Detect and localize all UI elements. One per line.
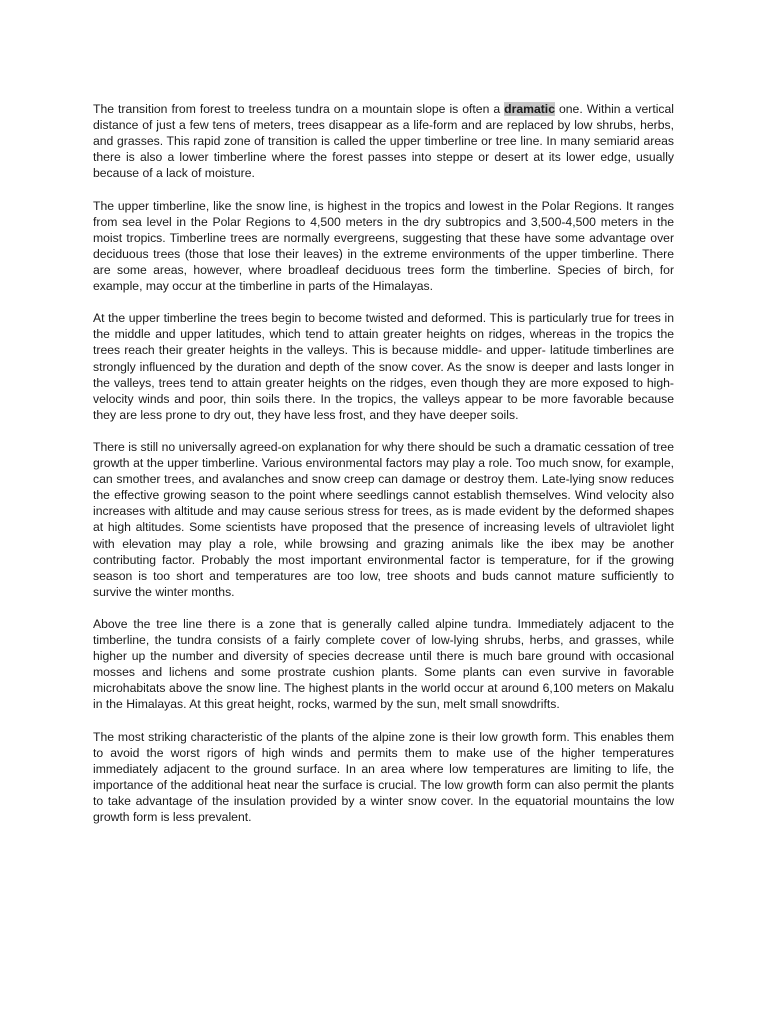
paragraph-1-end: one. Within a vertical distance of just a few tens of meters, trees disappear as a life-form and are replaced by low shrubs, herbs, and grasses. This rapid zone of transition is called the upper timberline or tree line. In many semiarid areas there is also a lower timberline where the forest passes into steppe or desert at its lower edge, usually because of a lack of moisture.	[93, 102, 674, 181]
paragraph-3: At the upper timberline the trees begin to become twisted and deformed. This is particularly true for trees in the middle and upper latitudes, which tend to attain greater heights on ridges, whereas in the tropics the trees reach their greater heights in the valleys. This is because middle- and upper- latitude timberlines are strongly influenced by the duration and depth of the snow cover. As the snow is deeper and lasts longer in the valleys, trees tend to attain greater heights on the ridges, even though they are more exposed to high-velocity winds and poor, thin soils there. In the tropics, the valleys appear to be more favorable because they are less prone to dry out, they have less frost, and they have deeper soils.	[93, 311, 674, 422]
paragraph-5: Above the tree line there is a zone that is generally called alpine tundra. Immediately adjacent to the timberline, the tundra consists of a fairly complete cover of low-lying shrubs, herbs, and grasses, while higher up the number and diversity of species decrease until there is much bare ground with occasional mosses and lichens and some prostrate cushion plants. Some plants can even survive in favorable microhabitats above the snow line. The highest plants in the world occur at around 6,100 meters on Makalu in the Himalayas. At this great height, rocks, warmed by the sun, melt small snowdrifts.	[93, 617, 674, 712]
paragraph-1-start: The transition from forest to treeless tundra on a mountain slope is often a	[93, 102, 505, 116]
paragraph-2: The upper timberline, like the snow line, is highest in the tropics and lowest in the Polar Regions. It ranges from sea level in the Polar Regions to 4,500 meters in the dry subtropics and 3,500-4,500 meters in the moist tropics. Timberline trees are normally evergreens, suggesting that these have some advantage over deciduous trees (those that lose their leaves) in the extreme environments of the upper timberline. There are some areas, however, where broadleaf deciduous trees form the timberline. Species of birch, for example, may occur at the timberline in parts of the Himalayas.	[93, 198, 674, 294]
paragraph-6: The most striking characteristic of the plants of the alpine zone is their low growth form. This enables them to avoid the worst rigors of high winds and permits them to make use of the higher temperatures immediately adjacent to the ground surface. In an area where low temperatures are limiting to life, the importance of the additional heat near the surface is crucial. The low growth form can also permit the plants to take advantage of the insulation provided by a winter snow cover. In the equatorial mountains the low growth form is less prevalent.	[93, 729, 674, 825]
paragraph-1	[93, 101, 674, 181]
highlighted-word[interactable]: dramatic	[504, 102, 555, 116]
document-body	[93, 101, 674, 841]
paragraph-4: There is still no universally agreed-on explanation for why there should be such a dramatic cessation of tree growth at the upper timberline. Various environmental factors may play a role. Too much snow, for example, can smother trees, and avalanches and snow creep can damage or destroy them. Late-lying snow reduces the effective growing season to the point where seedlings cannot establish themselves. Wind velocity also increases with altitude and may cause serious stress for trees, as is made evident by the deformed shapes at high altitudes. Some scientists have proposed that the presence of increasing levels of ultraviolet light with elevation may play a role, while browsing and grazing animals like the ibex may be another contributing factor. Probably the most important environmental factor is temperature, for if the growing season is too short and temperatures are too low, tree shoots and buds cannot mature sufficiently to survive the winter months.	[93, 439, 674, 599]
